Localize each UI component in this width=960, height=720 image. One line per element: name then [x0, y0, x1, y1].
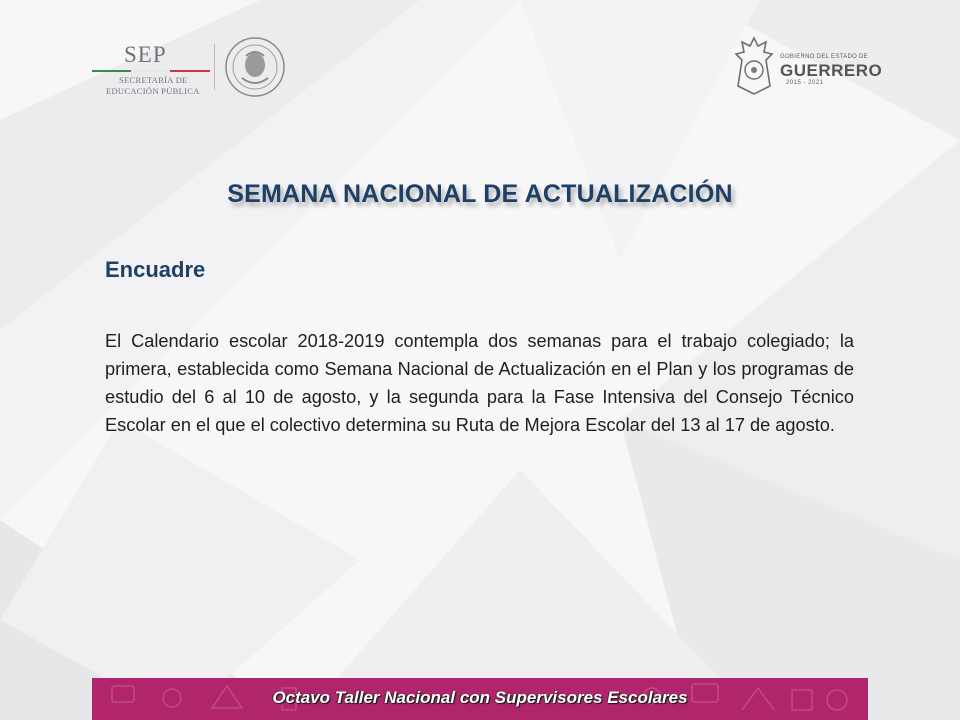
slide-subtitle: Encuadre [105, 257, 206, 282]
sep-line1: SECRETARÍA DE [119, 75, 188, 85]
sep-acronym: SEP [124, 42, 167, 67]
slide-title: SEMANA NACIONAL DE ACTUALIZACIÓN [227, 180, 733, 208]
guerrero-logo-text [780, 54, 883, 88]
slide-paragraph: El Calendario escolar 2018-2019 contempla dos semanas para el trabajo colegiado; la primera, establecida como Semana Nacional de Actualización en el Plan y los programas de estudio del 6 al 10 de agosto, y la segunda para la Fase Intensiva del Consejo Técnico Escolar en el que el colectivo determina su Ruta de Mejora Escolar del 13 al 17 de agosto. [105, 331, 854, 435]
guerrero-shield-icon [734, 36, 774, 96]
mexico-seal-icon [224, 36, 286, 98]
logo-divider [214, 44, 215, 90]
sep-logo [92, 40, 210, 98]
sep-line2: EDUCACIÓN PÚBLICA [106, 86, 200, 96]
sep-color-rule [92, 70, 210, 72]
guerrero-line2: GUERRERO [780, 61, 883, 80]
footer-banner [92, 678, 868, 720]
guerrero-line1: GOBIERNO DEL ESTADO DE [780, 54, 868, 60]
guerrero-line3: 2015 - 2021 [786, 80, 824, 86]
footer-text: Octavo Taller Nacional con Supervisores Escolares [272, 688, 688, 707]
